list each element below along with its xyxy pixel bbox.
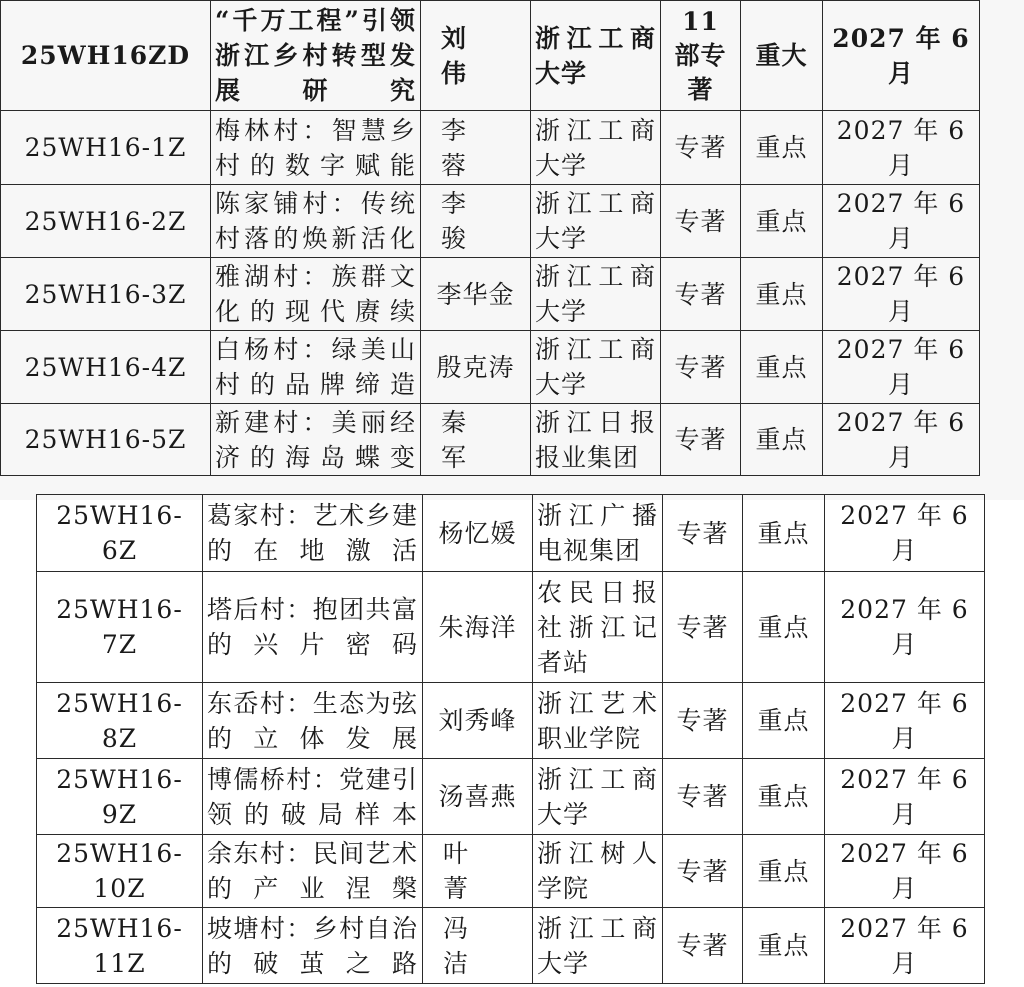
project-output-form: 专著 bbox=[663, 908, 743, 984]
project-leader: 刘秀峰 bbox=[423, 683, 533, 759]
project-title: 白杨村：绿美山村的品牌缔造 bbox=[211, 331, 421, 404]
project-unit: 浙江工商大学 bbox=[531, 1, 661, 111]
project-level: 重点 bbox=[741, 331, 823, 404]
project-code: 25WH16-7Z bbox=[37, 572, 203, 683]
project-title: 余东村：民间艺术的产业涅槃 bbox=[203, 835, 423, 908]
project-unit: 农民日报社浙江记者站 bbox=[533, 572, 663, 683]
project-level: 重点 bbox=[743, 495, 825, 572]
project-unit: 浙江日报报业集团 bbox=[531, 404, 661, 476]
table-row bbox=[37, 835, 985, 908]
project-output-form: 专著 bbox=[661, 185, 741, 258]
project-title: 博儒桥村：党建引领的破局样本 bbox=[203, 759, 423, 835]
project-level: 重点 bbox=[741, 185, 823, 258]
project-output-form: 专著 bbox=[663, 759, 743, 835]
table-row bbox=[37, 495, 985, 572]
project-output-form: 专著 bbox=[663, 835, 743, 908]
project-deadline: 2027 年 6 月 bbox=[825, 835, 985, 908]
project-title: 梅林村：智慧乡村的数字赋能 bbox=[211, 111, 421, 185]
project-leader: 杨忆媛 bbox=[423, 495, 533, 572]
project-output-form: 专著 bbox=[663, 683, 743, 759]
project-leader: 李 蓉 bbox=[421, 111, 531, 185]
table-row bbox=[1, 185, 980, 258]
project-title: 新建村：美丽经济的海岛蝶变 bbox=[211, 404, 421, 476]
project-leader: 殷克涛 bbox=[421, 331, 531, 404]
project-title: “千万工程”引领浙江乡村转型发展研究 bbox=[211, 1, 421, 111]
project-leader: 李 骏 bbox=[421, 185, 531, 258]
project-output-form: 专著 bbox=[661, 404, 741, 476]
table-row-major-project bbox=[1, 1, 980, 111]
project-leader: 李华金 bbox=[421, 258, 531, 331]
project-deadline: 2027 年 6 月 bbox=[823, 331, 980, 404]
project-code: 25WH16-6Z bbox=[37, 495, 203, 572]
project-code: 25WH16-8Z bbox=[37, 683, 203, 759]
project-level: 重点 bbox=[743, 683, 825, 759]
project-table-top bbox=[0, 0, 980, 476]
project-deadline: 2027 年 6 月 bbox=[825, 683, 985, 759]
project-unit: 浙江工商大学 bbox=[531, 111, 661, 185]
project-level: 重点 bbox=[741, 404, 823, 476]
project-level: 重点 bbox=[743, 835, 825, 908]
project-title: 坡塘村：乡村自治的破茧之路 bbox=[203, 908, 423, 984]
project-unit: 浙江工商大学 bbox=[531, 258, 661, 331]
project-unit: 浙江树人学院 bbox=[533, 835, 663, 908]
project-level: 重点 bbox=[743, 908, 825, 984]
project-code: 25WH16-1Z bbox=[1, 111, 211, 185]
project-deadline: 2027 年 6 月 bbox=[823, 404, 980, 476]
project-title: 陈家铺村：传统村落的焕新活化 bbox=[211, 185, 421, 258]
project-unit: 浙江工商大学 bbox=[533, 908, 663, 984]
project-output-form: 11 部专著 bbox=[661, 1, 741, 111]
project-code: 25WH16ZD bbox=[1, 1, 211, 111]
project-unit: 浙江工商大学 bbox=[531, 185, 661, 258]
project-deadline: 2027 年 6 月 bbox=[823, 185, 980, 258]
project-leader: 秦 军 bbox=[421, 404, 531, 476]
project-leader: 朱海洋 bbox=[423, 572, 533, 683]
project-code: 25WH16-4Z bbox=[1, 331, 211, 404]
project-deadline: 2027 年 6 月 bbox=[823, 111, 980, 185]
project-level: 重点 bbox=[741, 258, 823, 331]
project-title: 雅湖村：族群文化的现代赓续 bbox=[211, 258, 421, 331]
project-title: 塔后村：抱团共富的兴片密码 bbox=[203, 572, 423, 683]
project-output-form: 专著 bbox=[661, 111, 741, 185]
project-level: 重大 bbox=[741, 1, 823, 111]
project-level: 重点 bbox=[741, 111, 823, 185]
project-deadline: 2027 年 6 月 bbox=[823, 258, 980, 331]
project-output-form: 专著 bbox=[663, 572, 743, 683]
project-code: 25WH16-3Z bbox=[1, 258, 211, 331]
project-output-form: 专著 bbox=[663, 495, 743, 572]
project-deadline: 2027 年 6 月 bbox=[825, 759, 985, 835]
project-title: 葛家村：艺术乡建的在地激活 bbox=[203, 495, 423, 572]
project-output-form: 专著 bbox=[661, 258, 741, 331]
project-title: 东岙村：生态为弦的立体发展 bbox=[203, 683, 423, 759]
project-code: 25WH16-5Z bbox=[1, 404, 211, 476]
table-row bbox=[37, 908, 985, 984]
project-unit: 浙江工商大学 bbox=[533, 759, 663, 835]
project-leader: 冯 洁 bbox=[423, 908, 533, 984]
project-code: 25WH16-2Z bbox=[1, 185, 211, 258]
table-row bbox=[1, 258, 980, 331]
project-leader: 汤喜燕 bbox=[423, 759, 533, 835]
project-deadline: 2027 年 6 月 bbox=[825, 908, 985, 984]
project-unit: 浙江广播电视集团 bbox=[533, 495, 663, 572]
project-deadline: 2027 年 6 月 bbox=[823, 1, 980, 111]
table-row bbox=[37, 572, 985, 683]
project-leader: 刘 伟 bbox=[421, 1, 531, 111]
project-output-form: 专著 bbox=[661, 331, 741, 404]
project-code: 25WH16-9Z bbox=[37, 759, 203, 835]
project-code: 25WH16-11Z bbox=[37, 908, 203, 984]
table-row bbox=[37, 683, 985, 759]
project-code: 25WH16-10Z bbox=[37, 835, 203, 908]
project-deadline: 2027 年 6 月 bbox=[825, 572, 985, 683]
project-unit: 浙江工商大学 bbox=[531, 331, 661, 404]
project-level: 重点 bbox=[743, 759, 825, 835]
table-row bbox=[1, 331, 980, 404]
project-deadline: 2027 年 6 月 bbox=[825, 495, 985, 572]
project-table-bottom bbox=[36, 494, 985, 984]
table-row bbox=[1, 404, 980, 476]
project-level: 重点 bbox=[743, 572, 825, 683]
project-unit: 浙江艺术职业学院 bbox=[533, 683, 663, 759]
project-leader: 叶 菁 bbox=[423, 835, 533, 908]
table-row bbox=[37, 759, 985, 835]
table-row bbox=[1, 111, 980, 185]
